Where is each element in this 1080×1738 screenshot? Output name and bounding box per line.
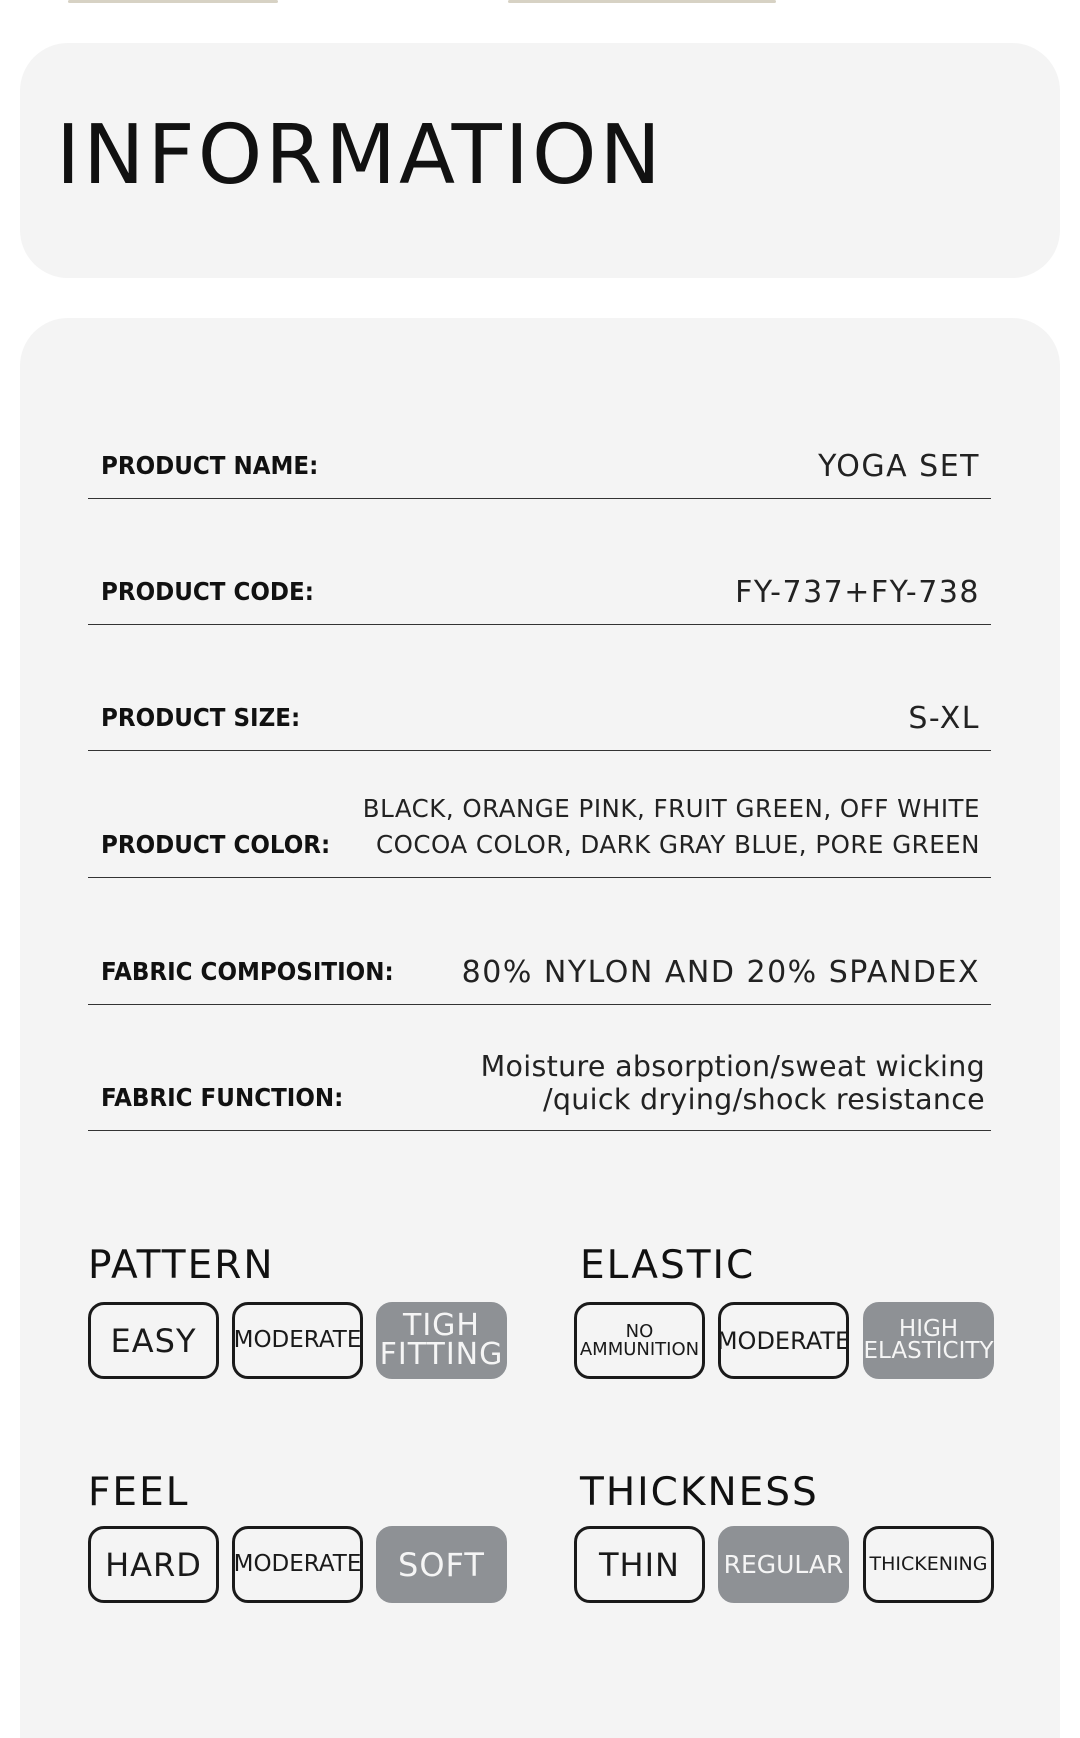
thickness-title: THICKNESS <box>580 1470 819 1515</box>
info-value-line: FY-737+FY-738 <box>735 575 980 610</box>
info-row-product-color <box>88 777 991 878</box>
info-value <box>363 791 980 863</box>
pill-label: ELASTICITY <box>863 1337 994 1364</box>
pill-label: THIN <box>599 1545 680 1584</box>
top-image-edge-right <box>508 0 776 3</box>
info-label: FABRIC COMPOSITION: <box>101 957 394 986</box>
info-label: PRODUCT SIZE: <box>101 703 301 732</box>
pattern-option-tigh-fitting <box>376 1302 507 1379</box>
info-value-line: /quick drying/shock resistance <box>543 1083 985 1116</box>
pill-label: REGULAR <box>723 1550 844 1579</box>
info-value <box>735 575 980 610</box>
info-value-line: Moisture absorption/sweat wicking <box>480 1050 985 1083</box>
info-value <box>818 449 980 484</box>
pattern-option-moderate <box>232 1302 363 1379</box>
info-value <box>481 1050 985 1116</box>
info-value-line: YOGA SET <box>818 449 980 484</box>
info-value <box>462 955 980 990</box>
info-value-line: 80% NYLON AND 20% SPANDEX <box>461 955 980 990</box>
feel-option-moderate <box>232 1526 363 1603</box>
feel-option-hard <box>88 1526 219 1603</box>
pill-label: MODERATE <box>716 1326 851 1355</box>
elastic-title: ELASTIC <box>580 1243 756 1288</box>
elastic-option-moderate <box>718 1302 849 1379</box>
page-title: INFORMATION <box>56 108 664 203</box>
pill-label: MODERATE <box>233 1327 362 1353</box>
info-value-line: BLACK, ORANGE PINK, FRUIT GREEN, OFF WHITE <box>362 794 980 823</box>
info-value <box>908 701 980 736</box>
pill-label: EASY <box>110 1321 197 1360</box>
info-row-fabric-function <box>88 1030 991 1131</box>
pill-label: AMMUNITION <box>579 1338 700 1360</box>
pill-label: THICKENING <box>869 1553 988 1575</box>
info-label: PRODUCT NAME: <box>101 451 319 480</box>
info-label: PRODUCT CODE: <box>101 577 314 606</box>
info-row-product-code <box>88 544 991 625</box>
info-value-line: COCOA COLOR, DARK GRAY BLUE, PORE GREEN <box>375 830 980 859</box>
pill-label: FITTING <box>379 1336 504 1372</box>
feel-title: FEEL <box>88 1470 190 1515</box>
pill-label: TIGH <box>403 1308 480 1343</box>
info-row-fabric-composition <box>88 924 991 1005</box>
info-row-product-size <box>88 670 991 751</box>
pill-label: HARD <box>105 1545 202 1584</box>
pattern-option-easy <box>88 1302 219 1379</box>
pill-label: NO <box>625 1321 654 1343</box>
info-label: PRODUCT COLOR: <box>101 830 331 859</box>
product-info-panel <box>20 318 1060 1738</box>
info-value-line: S-XL <box>908 701 980 736</box>
pill-label: HIGH <box>898 1315 959 1342</box>
info-row-product-name <box>88 418 991 499</box>
info-label: FABRIC FUNCTION: <box>101 1083 344 1112</box>
thickness-option-thin <box>574 1526 705 1603</box>
pill-label: MODERATE <box>233 1551 362 1577</box>
pill-label: SOFT <box>398 1545 485 1584</box>
thickness-option-regular <box>718 1526 849 1603</box>
top-image-edge-left <box>68 0 278 3</box>
feel-option-soft <box>376 1526 507 1603</box>
elastic-option-high-elasticity <box>863 1302 994 1379</box>
thickness-option-thickening <box>863 1526 994 1603</box>
pattern-title: PATTERN <box>88 1243 275 1288</box>
elastic-option-no-ammunition <box>574 1302 705 1379</box>
information-header-panel <box>20 43 1060 278</box>
